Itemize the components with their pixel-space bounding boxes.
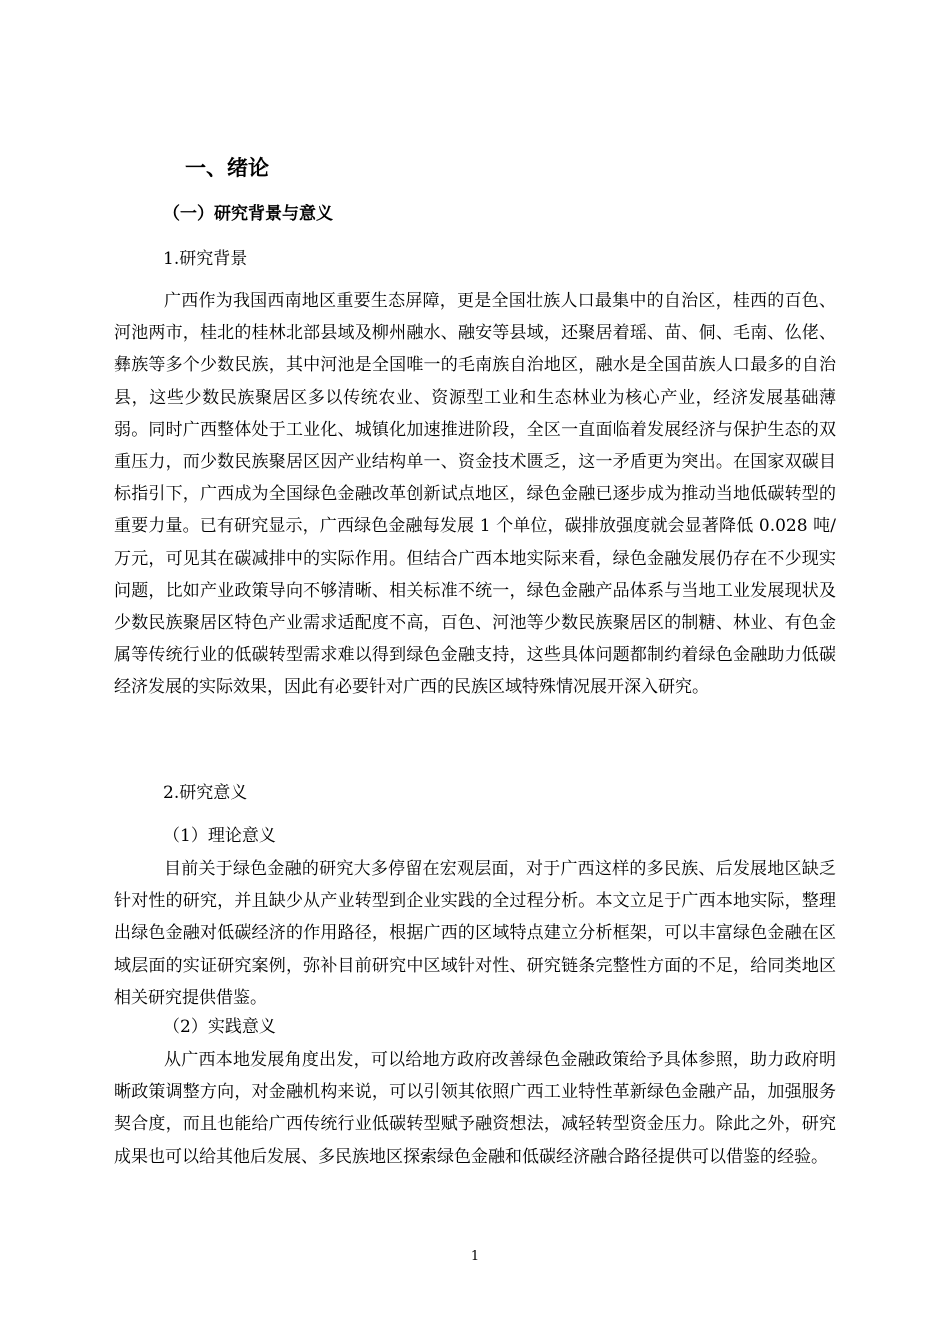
page-number: 1 [470, 1249, 480, 1264]
subsection-title-background: 1.研究背景 [163, 249, 248, 269]
section-heading: （一）研究背景与意义 [163, 204, 333, 224]
theory-significance-paragraph: 目前关于绿色金融的研究大多停留在宏观层面，对于广西这样的多民族、后发展地区缺乏针对性的研究，并且缺少从产业转型到企业实践的全过程分析。本文立足于广西本地实际，整理出绿色金融对低碳经济的作用路径，根据广西的区域特点建立分析框架，可以丰富绿色金融在区域层面的实证研究案例，弥补目前研究中区域针对性、研究链条完整性方面的不足，给同类地区相关研究提供借鉴。 [114, 859, 836, 1008]
subsection-title-significance: 2.研究意义 [163, 783, 248, 803]
practice-significance-paragraph: 从广西本地发展角度出发，可以给地方政府改善绿色金融政策给予具体参照，助力政府明晰政策调整方向，对金融机构来说，可以引领其依照广西工业特性革新绿色金融产品，加强服务契合度，而且也能给广西传统行业低碳转型赋予融资想法，减轻转型资金压力。除此之外，研究成果也可以给其他后发展、多民族地区探索绿色金融和低碳经济融合路径提供可以借鉴的经验。 [114, 1050, 836, 1167]
background-paragraph: 广西作为我国西南地区重要生态屏障，更是全国壮族人口最集中的自治区，桂西的百色、河池两市，桂北的桂林北部县域及柳州融水、融安等县域，还聚居着瑶、苗、侗、毛南、仫佬、彝族等多个少数民族，其中河池是全国唯一的毛南族自治地区，融水是全国苗族人口最多的自治县，这些少数民族聚居区多以传统农业、资源型工业和生态林业为核心产业，经济发展基础薄弱。同时广西整体处于工业化、城镇化加速推进阶段，全区一直面临着发展经济与保护生态的双重压力，而少数民族聚居区因产业结构单一、资金技术匮乏，这一矛盾更为突出。在国家双碳目标指引下，广西成为全国绿色金融改革创新试点地区，绿色金融已逐步成为推动当地低碳转型的重要力量。已有研究显示，广西绿色金融每发展 1 个单位，碳排放强度就会显著降低 0.028 吨/万元，可见其在碳减排中的实际作用。但结合广西本地实际来看，绿色金融发展仍存在不少现实问题，比如产业政策导向不够清晰、相关标准不统一，绿色金融产品体系与当地工业发展现状及少数民族聚居区特色产业需求适配度不高，百色、河池等少数民族聚居区的制糖、林业、有色金属等传统行业的低碳转型需求难以得到绿色金融支持，这些具体问题都制约着绿色金融助力低碳经济发展的实际效果，因此有必要针对广西的民族区域特殊情况展开深入研究。 [114, 291, 836, 698]
practice-significance-title: （2）实践意义 [163, 1017, 276, 1037]
theory-significance-title: （1）理论意义 [163, 826, 276, 846]
chapter-heading: 一、绪论 [185, 156, 269, 180]
